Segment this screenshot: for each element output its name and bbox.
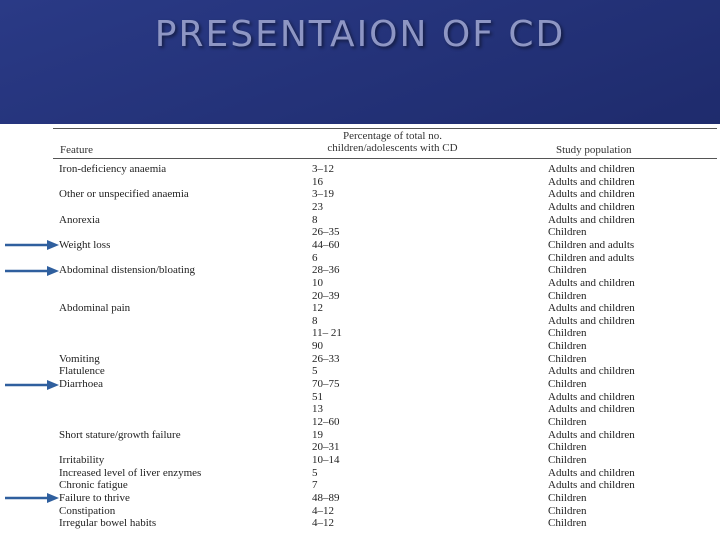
percentage-cell: 23 [312,200,323,213]
table-row [0,188,720,201]
population-cell: Adults and children [548,163,635,175]
table-row [0,214,720,227]
feature-cell: Diarrhoea [59,378,103,391]
population-cell: Children [548,340,587,353]
table-row [0,479,720,492]
population-cell: Children [548,416,587,428]
population-cell: Adults and children [548,365,635,378]
table-row [0,353,720,366]
table-row [0,277,720,290]
table-row [0,391,720,404]
table-row [0,441,720,454]
feature-cell: Chronic fatigue [59,479,128,492]
header-population: Study population [556,144,632,156]
population-cell: Children [548,378,587,391]
percentage-cell: 90 [312,340,323,353]
population-cell: Adults and children [548,466,635,479]
table-row [0,517,720,530]
percentage-cell: 7 [312,479,318,492]
header-percentage-line2: children/adolescents with CD [327,142,458,154]
table-row [0,163,720,176]
population-cell: Adults and children [548,403,635,416]
feature-cell: Iron-deficiency anaemia [59,163,167,175]
percentage-cell: 26–35 [312,226,340,239]
percentage-cell: 11– 21 [312,327,342,340]
percentage-cell: 8 [312,314,318,327]
feature-cell: Short stature/growth failure [59,428,181,441]
percentage-cell: 16 [312,175,323,188]
population-cell: Adults and children [548,390,635,403]
features-table [0,124,720,540]
population-cell: Adults and children [548,175,635,188]
table-header-rule [53,158,717,159]
slide-title: PRESENTAION OF CD [154,14,566,55]
table-row [0,467,720,480]
feature-cell: Weight loss [59,238,111,251]
population-cell: Children [548,517,587,530]
feature-cell: Failure to thrive [59,491,130,504]
population-cell: Children [548,453,587,466]
feature-cell: Flatulence [59,365,105,378]
population-cell: Adults and children [548,276,635,289]
percentage-cell: 5 [312,365,318,378]
percentage-cell: 19 [312,428,323,441]
header-percentage [300,130,485,154]
percentage-cell: 8 [312,213,318,226]
arrow-right-icon [5,239,59,251]
table-row [0,302,720,315]
percentage-cell: 13 [312,403,323,416]
feature-cell: Abdominal pain [59,302,131,315]
table-row [0,365,720,378]
percentage-cell: 28–36 [312,264,340,277]
percentage-cell: 4–12 [312,517,334,530]
table-top-rule [53,128,717,129]
header-feature: Feature [60,144,93,156]
population-cell: Children [548,491,587,504]
population-cell: Adults and children [548,302,635,315]
feature-cell: Constipation [59,504,116,517]
percentage-cell: 10 [312,276,323,289]
population-cell: Adults and children [548,213,635,226]
table-row [0,264,720,277]
feature-cell: Irritability [59,453,105,466]
table-row [0,505,720,518]
table-row [0,201,720,214]
table-row [0,403,720,416]
table-row [0,454,720,467]
population-cell: Children [548,352,587,365]
population-cell: Children [548,289,587,302]
population-cell: Children [548,441,587,454]
feature-cell: Abdominal distension/bloating [59,264,195,277]
population-cell: Children [548,226,587,239]
table-row [0,327,720,340]
table-row [0,252,720,265]
population-cell: Adults and children [548,428,635,441]
table-row [0,239,720,252]
percentage-cell: 3–12 [312,163,334,175]
feature-cell: Vomiting [59,352,100,365]
percentage-cell: 20–31 [312,441,340,454]
population-cell: Children [548,327,587,340]
percentage-cell: 48–89 [312,491,340,504]
feature-cell: Irregular bowel habits [59,517,157,530]
percentage-cell: 10–14 [312,453,340,466]
header-percentage-line1: Percentage of total no. [343,130,442,142]
percentage-cell: 51 [312,390,323,403]
table-row [0,176,720,189]
population-cell: Adults and children [548,200,635,213]
table-row [0,416,720,429]
percentage-cell: 26–33 [312,352,340,365]
population-cell: Children and adults [548,251,635,264]
table-row [0,290,720,303]
percentage-cell: 5 [312,466,318,479]
table-row [0,492,720,505]
percentage-cell: 6 [312,251,318,264]
percentage-cell: 4–12 [312,504,334,517]
population-cell: Children and adults [548,238,635,251]
table-row [0,429,720,442]
table-row [0,378,720,391]
population-cell: Children [548,504,587,517]
percentage-cell: 20–39 [312,289,340,302]
arrow-right-icon [5,492,59,504]
percentage-cell: 70–75 [312,378,340,391]
table-row [0,226,720,239]
percentage-cell: 12–60 [312,416,340,428]
population-cell: Adults and children [548,479,635,492]
arrow-right-icon [5,265,59,277]
percentage-cell: 3–19 [312,188,334,201]
feature-cell: Other or unspecified anaemia [59,188,189,201]
feature-cell: Anorexia [59,213,100,226]
feature-cell: Increased level of liver enzymes [59,466,202,479]
percentage-cell: 44–60 [312,238,340,251]
population-cell: Children [548,264,587,277]
population-cell: Adults and children [548,188,635,201]
table-row [0,340,720,353]
arrow-right-icon [5,379,59,391]
population-cell: Adults and children [548,314,635,327]
table-row [0,315,720,328]
percentage-cell: 12 [312,302,323,315]
